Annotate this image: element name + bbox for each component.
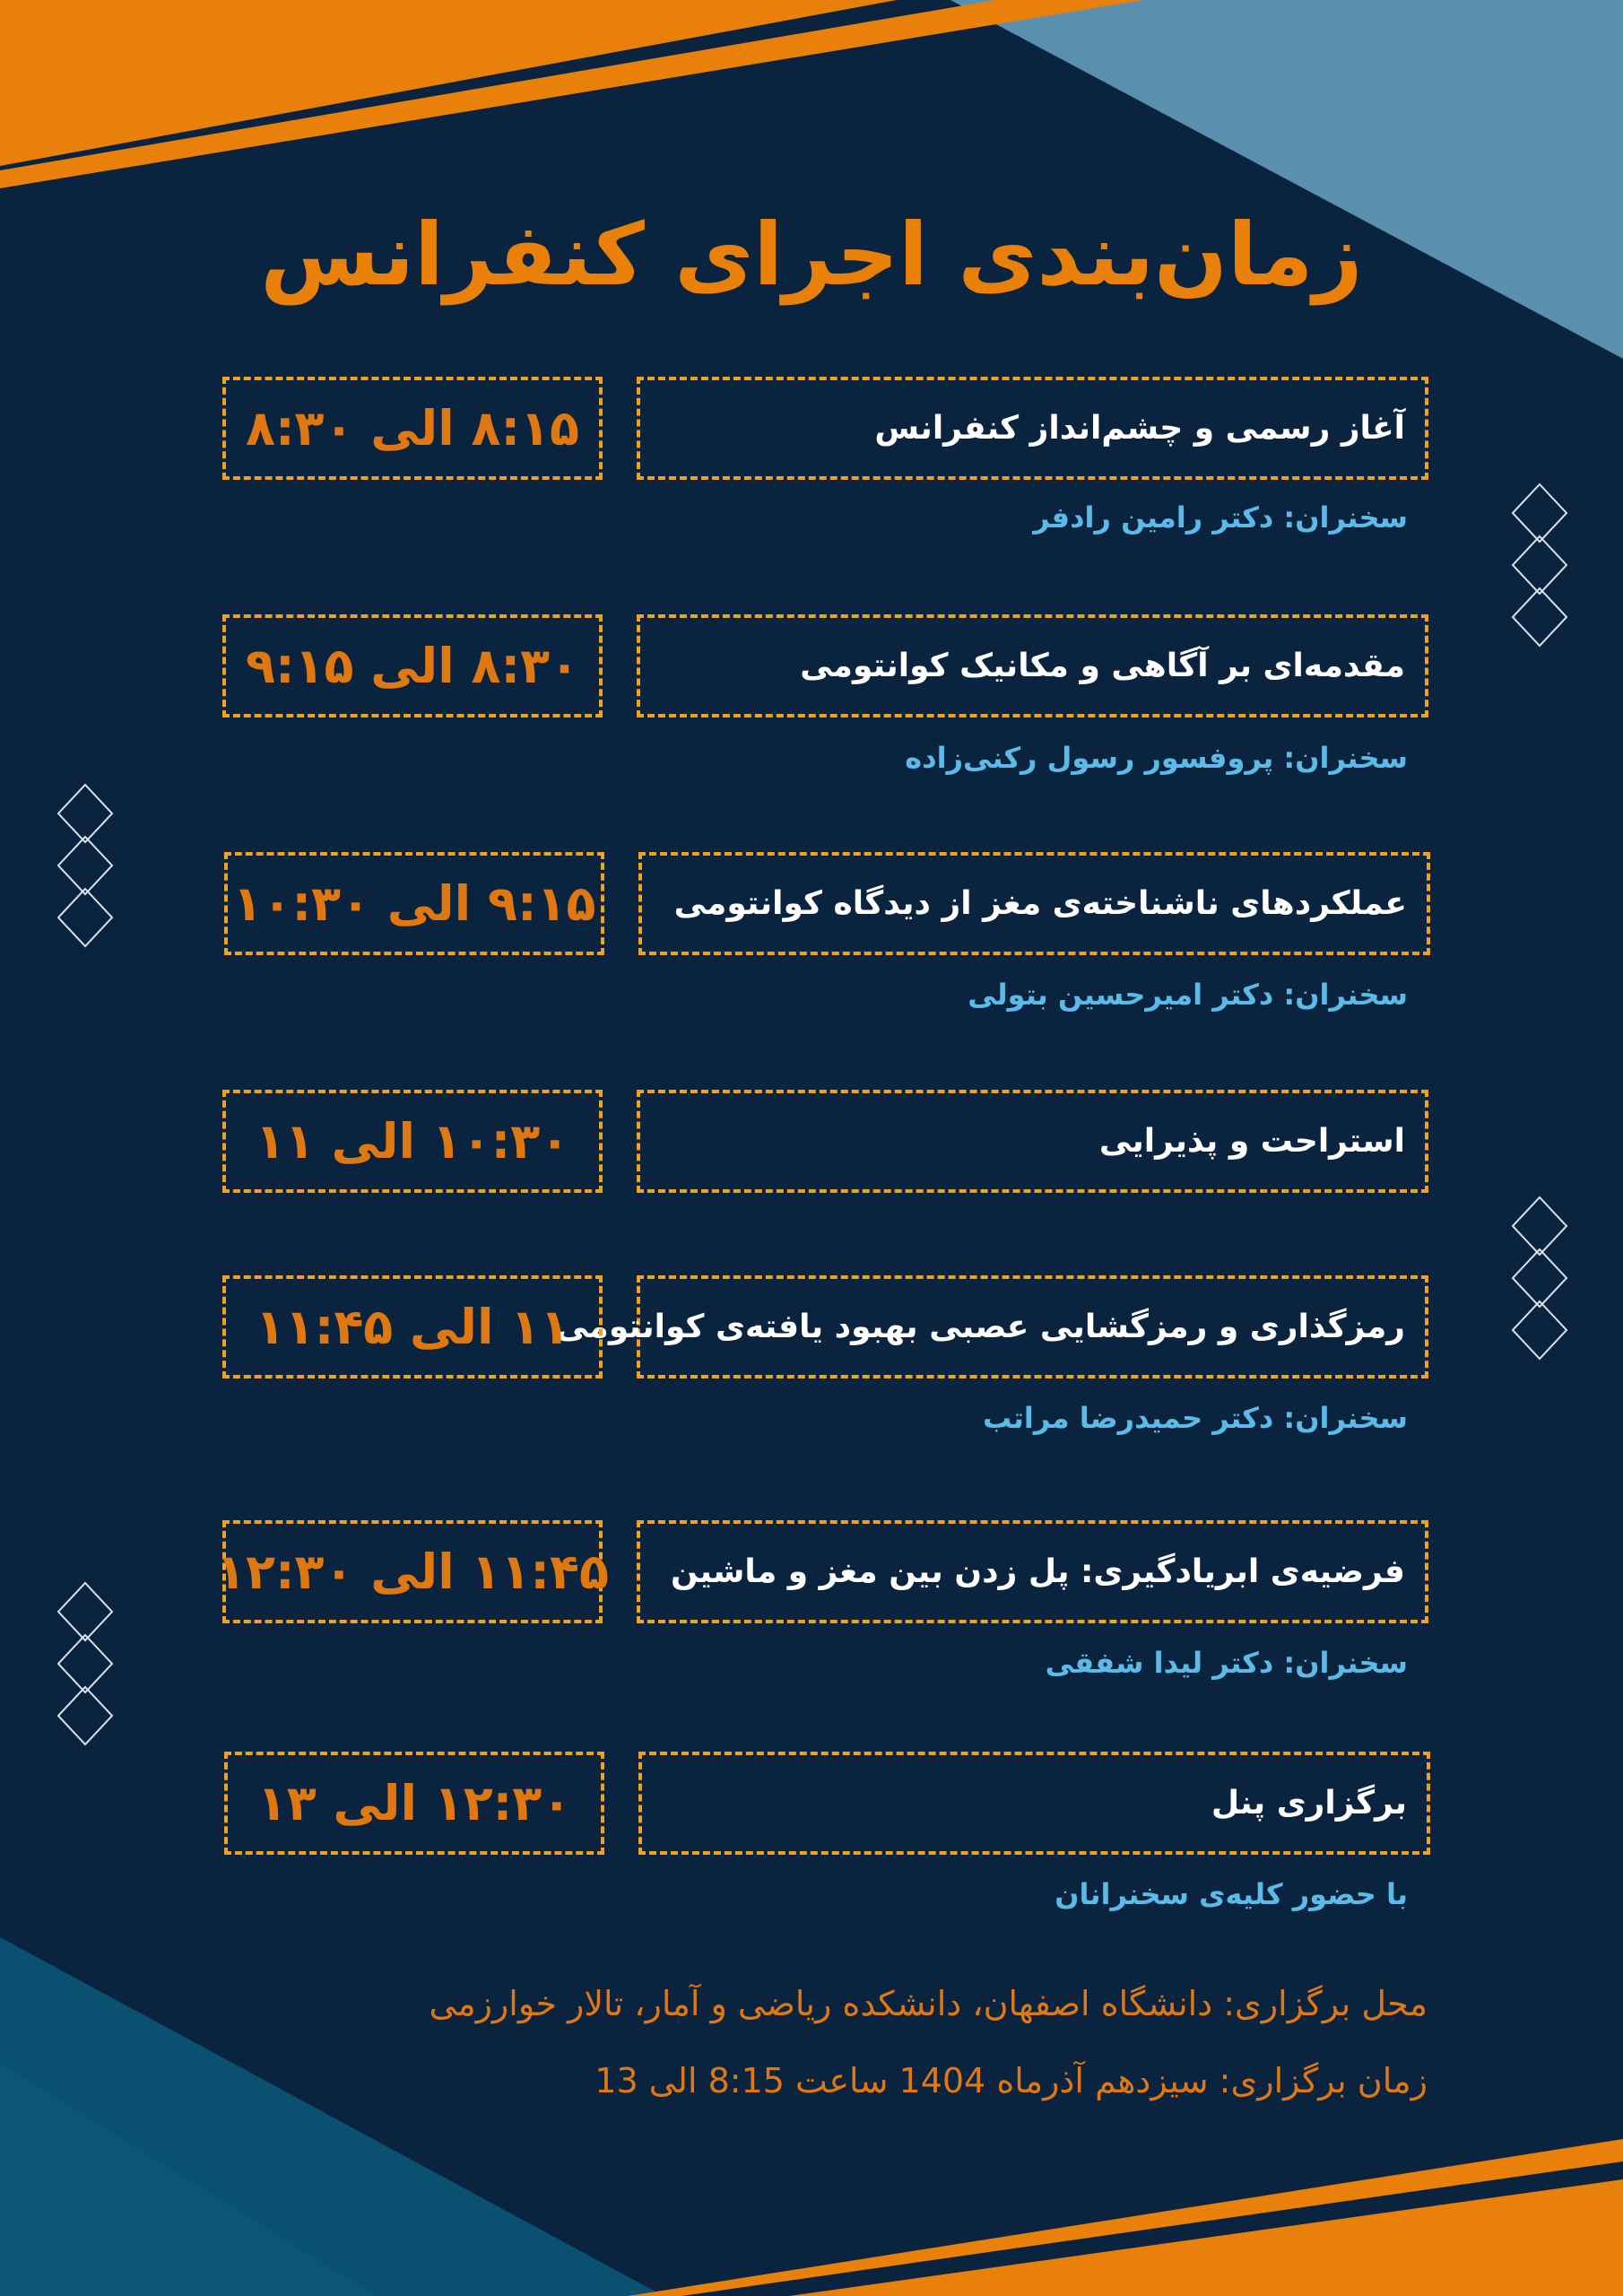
session-time-box: ۸:۳۰ الی ۹:۱۵ — [222, 614, 603, 718]
session-topic-box: برگزاری پنل — [638, 1752, 1430, 1855]
page-title: زمان‌بندی اجرای کنفرانس — [260, 204, 1363, 305]
session-topic-box: آغاز رسمی و چشم‌انداز کنفرانس — [637, 377, 1428, 480]
session-topic-box: فرضیه‌ی ابریادگیری: پل زدن بین مغز و ماشین — [637, 1520, 1428, 1623]
session-speaker: سخنران: دکتر لیدا شفقی — [1045, 1646, 1408, 1680]
session-speaker: با حضور کلیه‌ی سخنرانان — [1055, 1877, 1408, 1911]
session-speaker: سخنران: پروفسور رسول رکنی‌زاده — [905, 741, 1408, 775]
session-topic-box: مقدمه‌ای بر آگاهی و مکانیک کوانتومی — [637, 614, 1428, 718]
session-topic-box: استراحت و پذیرایی — [637, 1090, 1428, 1193]
footer-venue: محل برگزاری: دانشگاه اصفهان، دانشکده ریاضی و آمار، تالار خوارزمی — [429, 1984, 1428, 2023]
session-speaker: سخنران: دکتر رامین رادفر — [1033, 500, 1408, 535]
footer-date: زمان برگزاری: سیزدهم آذرماه 1404 ساعت 8:15 الی 13 — [595, 2061, 1428, 2100]
session-time-box: ۱۲:۳۰ الی ۱۳ — [224, 1752, 604, 1855]
session-time-box: ۹:۱۵ الی ۱۰:۳۰ — [224, 852, 604, 955]
session-time-box: ۱۱ الی ۱۱:۴۵ — [222, 1275, 603, 1378]
session-topic-box: رمزگذاری و رمزگشایی عصبی بهبود یافته‌ی کوانتومی — [637, 1275, 1428, 1378]
session-topic-box: عملکردهای ناشناخته‌ی مغز از دیدگاه کوانتومی — [638, 852, 1430, 955]
session-speaker: سخنران: دکتر حمیدرضا مراتب — [983, 1401, 1408, 1435]
session-speaker: سخنران: دکتر امیرحسین بتولی — [968, 978, 1408, 1012]
session-time-box: ۸:۱۵ الی ۸:۳۰ — [222, 377, 603, 480]
session-time-box: ۱۱:۴۵ الی ۱۲:۳۰ — [222, 1520, 603, 1623]
session-time-box: ۱۰:۳۰ الی ۱۱ — [222, 1090, 603, 1193]
